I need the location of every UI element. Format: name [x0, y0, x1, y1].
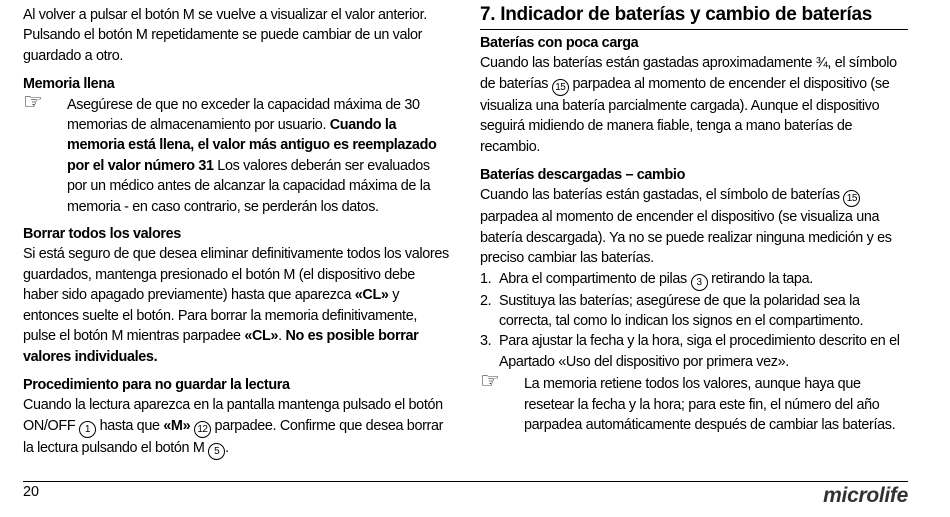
no-guardar-heading: Procedimiento para no guardar la lectura: [23, 376, 290, 393]
section-title-block: [480, 1, 908, 30]
circled-number: 15: [552, 79, 569, 96]
memoria-llena-text: Asegúrese de que no exceder la capacidad máxima de 30 memorias de almacenamiento por usuario. Cuando la memoria está llena, el valor más antiguo es reemplazado por el valor número 31 Los valores deberán ser evaluados por un médico antes de alcanzar la capacidad máxima de la memoria - en caso contrario, se perderán los datos.: [67, 96, 437, 215]
battery-note: [480, 369, 908, 435]
memoria-llena-heading: Memoria llena: [23, 76, 115, 93]
circled-number: 15: [843, 190, 860, 207]
steps-list: [480, 269, 908, 373]
battery-note-text: La memoria retiene todos los valores, aunque haya que resetear la fecha y la hora; para este fin, el número del año parpadea automáticamente después de cambiar las baterías.: [524, 376, 896, 434]
circled-number: 5: [208, 443, 225, 460]
page-number: 20: [23, 484, 40, 500]
pointing-hand-icon: ☞: [23, 89, 43, 115]
poca-carga-heading: Baterías con poca carga: [480, 35, 639, 51]
circled-number: 12: [194, 421, 211, 438]
borrar-text: Si está seguro de que desea eliminar definitivamente todos los valores guardados, mantenga presionado el botón M (el dispositivo debe haber sido apagado previamente) hasta que aparezca «CL» y entonces suelte el botón. Para borrar la memoria definitivamente, pulse el botón M mientras parpadee «CL». No es posible borrar valores individuales.: [23, 246, 449, 365]
memoria-llena-note: [23, 89, 449, 217]
circled-number: 3: [691, 274, 708, 291]
pointing-hand-icon: ☞: [480, 369, 500, 395]
borrar-heading: Borrar todos los valores: [23, 226, 181, 243]
step-item: 2. Sustituya las baterías; asegúrese de que la polaridad sea la correcta, tal como lo indican los signos en el compartimento.: [480, 292, 864, 330]
step-item: 3. Para ajustar la fecha y la hora, siga el procedimiento descrito en el Apartado «Uso del dispositivo por primera vez».: [480, 333, 900, 370]
no-guardar-text: Cuando la lectura aparezca en la pantalla mantenga pulsado el botón ON/OFF 1 hasta que «M» 12 parpadee. Confirme que desea borrar la lectura pulsando el botón M 5 .: [23, 395, 449, 459]
step-item: 1. Abra el compartimento de pilas 3 retirando la tapa.: [480, 269, 908, 291]
descargadas-text: Cuando las baterías están gastadas, el símbolo de baterías 15 parpadea al momento de encender el dispositivo (se visualiza una batería descargada). Ya no se puede realizar ninguna medición y es preciso cambiar las baterías.: [480, 187, 892, 267]
right-column: [480, 0, 908, 436]
circled-number: 1: [79, 421, 96, 438]
descargadas-heading: Baterías descargadas – cambio: [480, 167, 686, 184]
poca-carga-text: Cuando las baterías están gastadas aproximadamente ¾, el símbolo de baterías 15 parpadea al momento de encender el dispositivo (se visualiza una batería parcialmente cargada). Aunque el dispositivo seguirá midiendo de manera fiable, tenga a mano baterías de recambio.: [480, 55, 897, 155]
intro-paragraph: Al volver a pulsar el botón M se vuelve a visualizar el valor anterior. Pulsando el botón M repetidamente se puede cambiar de un valor guardado a otro.: [23, 7, 427, 64]
footer-rule: [23, 481, 908, 482]
brand-logo: microlife: [823, 484, 908, 507]
section-title: 7. Indicador de baterías y cambio de baterías: [480, 4, 872, 25]
left-column: [23, 0, 449, 460]
